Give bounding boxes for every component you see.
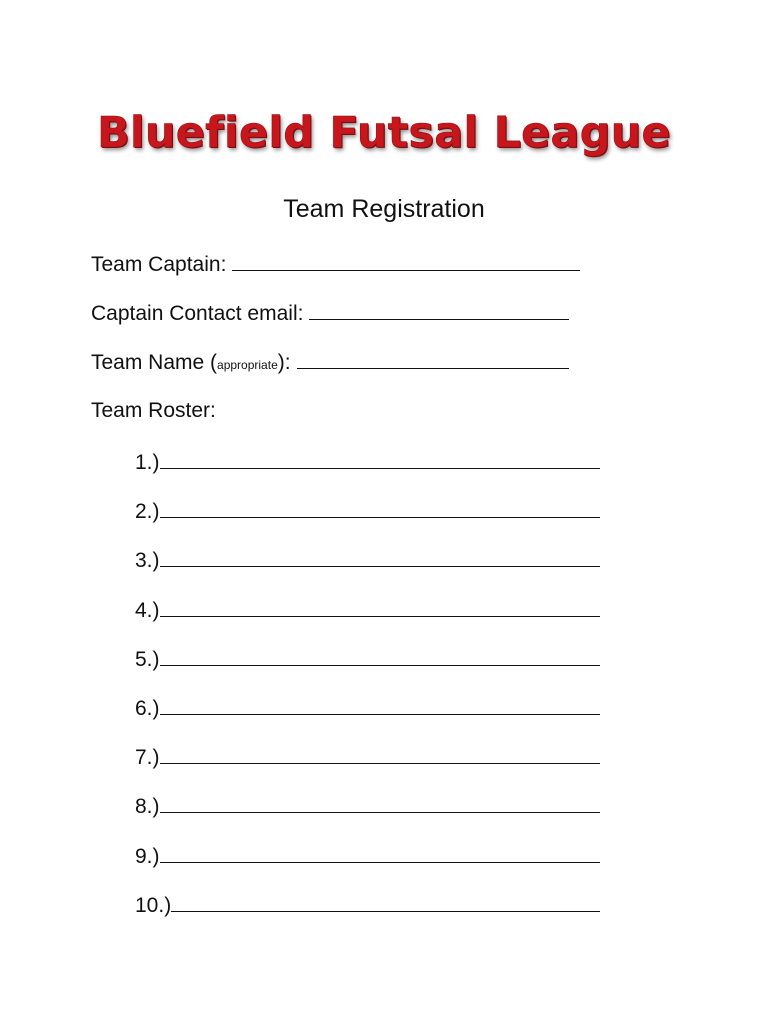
roster-entry-blank[interactable] [160, 598, 600, 617]
form-subtitle: Team Registration [283, 195, 485, 223]
roster-entry-number: 4.) [135, 598, 160, 622]
roster-entry-blank[interactable] [160, 696, 600, 715]
captain-email-field [91, 301, 569, 326]
roster-entry-number: 5.) [135, 647, 160, 671]
captain-email-blank[interactable] [309, 301, 569, 320]
roster-entry-blank[interactable] [171, 893, 600, 912]
roster-entry-blank[interactable] [160, 499, 600, 518]
team-name-label: Team Name ( [91, 351, 218, 374]
roster-entry [135, 598, 600, 623]
team-name-field [91, 350, 569, 375]
team-captain-blank[interactable] [232, 252, 580, 271]
roster-entry-number: 2.) [135, 500, 160, 524]
roster-entry-blank[interactable] [160, 548, 600, 567]
team-name-note: appropriate [217, 358, 278, 372]
team-roster-heading: Team Roster: [91, 399, 216, 422]
roster-entry-blank[interactable] [160, 450, 600, 469]
roster-entry [135, 499, 600, 524]
roster-entry [135, 794, 600, 819]
league-title: Bluefield Futsal League [97, 108, 671, 158]
roster-entry-number: 10.) [135, 893, 172, 917]
roster-entry [135, 696, 600, 721]
team-captain-field [91, 252, 580, 277]
team-name-blank[interactable] [297, 350, 569, 369]
roster-entry-number: 3.) [135, 549, 160, 573]
roster-entry [135, 844, 600, 869]
roster-entry [135, 745, 600, 770]
roster-entry-number: 6.) [135, 697, 160, 720]
roster-entry-blank[interactable] [160, 794, 600, 813]
roster-entry [135, 548, 600, 573]
roster-entry-number: 1.) [135, 451, 160, 474]
roster-entry-blank[interactable] [160, 745, 600, 764]
team-captain-label: Team Captain: [91, 253, 227, 276]
roster-entry-blank[interactable] [160, 844, 600, 863]
roster-entry [135, 647, 600, 672]
roster-entry [135, 450, 600, 475]
roster-entry-number: 8.) [135, 795, 160, 819]
captain-email-label: Captain Contact email: [91, 302, 304, 325]
roster-entry-number: 9.) [135, 844, 160, 868]
roster-entry-number: 7.) [135, 746, 160, 770]
team-name-close: ): [277, 351, 291, 374]
roster-entry [135, 893, 600, 918]
roster-entry-blank[interactable] [160, 647, 600, 666]
